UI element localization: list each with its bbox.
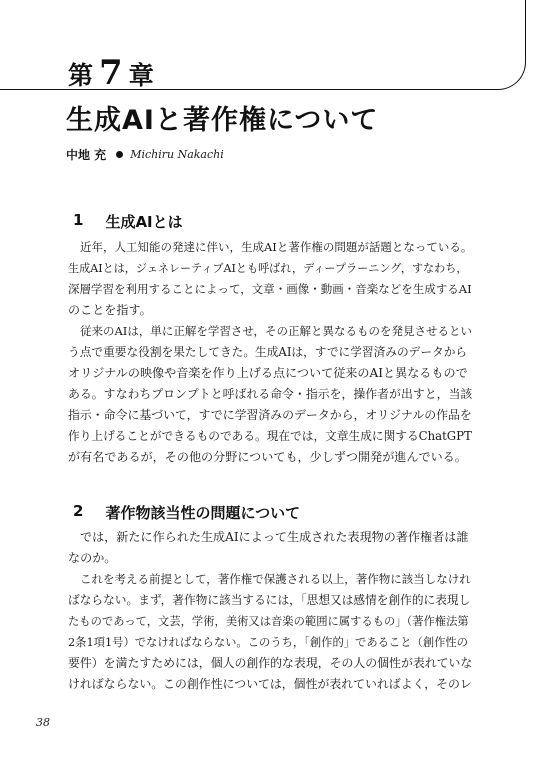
text-line: 指示・命令に基づいて，すでに学習済みのデータから，オリジナルの作品を xyxy=(68,408,472,422)
text-line: 従来のAIは，単に正解を学習させ，その正解と異なるものを発見させるとい xyxy=(80,324,472,338)
text-line: ければならない。この創作性については，個性が表れていればよく，そのレ xyxy=(68,677,472,691)
chapter-title: 生成AIと著作権について xyxy=(66,105,379,136)
text-line: 近年，人工知能の発達に伴い，生成AIと著作権の問題が話題となっている。 xyxy=(80,240,472,254)
text-line: これを考える前提として，著作権で保護される以上，著作物に該当しなけれ xyxy=(80,572,471,586)
section-1-body xyxy=(68,237,472,468)
chapter-label xyxy=(68,53,154,93)
section-2-body xyxy=(68,527,472,695)
author-line xyxy=(66,146,224,163)
text-line: オリジナルの映像や音楽を作り上げる点について従来のAIと異なるもので xyxy=(68,366,468,380)
text-line: たものであって，文芸，学術，美術又は音楽の範囲に属するもの」（著作権法第 xyxy=(68,615,469,628)
section-heading-1 xyxy=(73,211,183,232)
text-line: 作り上げることができるものである。現在では，文章生成に関するChatGPT xyxy=(68,429,472,443)
section-title: 著作物該当性の問題について xyxy=(105,504,301,522)
chapter-suffix: 章 xyxy=(128,61,154,90)
text-line: なのか。 xyxy=(68,551,117,565)
text-line: 要件）を満たすためには，個人の創作的な表現，その人の個性が表れていな xyxy=(68,656,472,670)
text-line: が有名であるが，その他の分野についても，少しずつ開発が進んでいる。 xyxy=(68,450,467,464)
author-romanized: Michiru Nakachi xyxy=(130,148,224,161)
author-name: 中地 充 xyxy=(66,148,107,162)
text-line: では，新たに作られた生成AIによって生成された表現物の著作権者は誰 xyxy=(80,530,469,544)
section-heading-2 xyxy=(73,502,300,523)
text-line: ある。すなわちプロンプトと呼ばれる命令・指示を，操作者が出すと，当該 xyxy=(68,387,472,401)
text-line: のことを指す。 xyxy=(68,303,152,317)
chapter-number: 7 xyxy=(99,53,123,93)
section-title: 生成AIとは xyxy=(105,213,183,231)
page-number: 38 xyxy=(36,716,50,729)
text-line: う点で重要な役割を果たしてきた。生成AIは，すでに学習済みのデータから xyxy=(68,345,468,359)
section-number: 2 xyxy=(73,502,84,520)
text-line: 生成AIとは，ジェネレーティブAIとも呼ばれ，ディープラーニング，すなわち， xyxy=(68,262,468,275)
text-line: ばならない。まず，著作物に該当するには，「思想又は感情を創作的に表現し xyxy=(68,593,471,607)
text-line: 深層学習を利用することによって，文章・画像・動画・音楽などを生成するAI xyxy=(68,282,472,296)
text-line: 2条1項1号）でなければならない。このうち，「創作的」であること（創作性の xyxy=(68,636,469,649)
section-number: 1 xyxy=(73,211,84,229)
chapter-prefix: 第 xyxy=(68,61,94,90)
bullet-icon xyxy=(116,151,123,158)
